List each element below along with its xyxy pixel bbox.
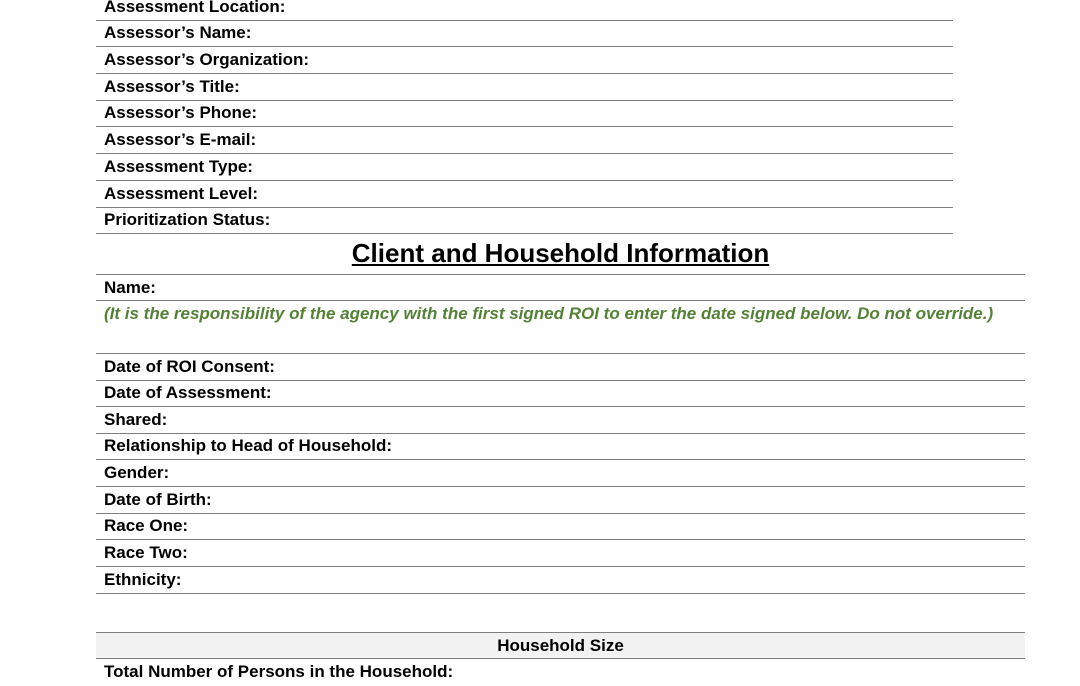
assessment-type-label: Assessment Type:	[96, 154, 953, 181]
assessor-email-label: Assessor’s E-mail:	[96, 127, 953, 154]
client-household-heading: Client and Household Information	[351, 238, 770, 268]
date-of-birth-label: Date of Birth:	[96, 487, 1025, 514]
assessor-phone-label: Assessor’s Phone:	[96, 100, 953, 127]
prioritization-status-label: Prioritization Status:	[96, 207, 953, 234]
ethnicity-label: Ethnicity:	[96, 567, 1025, 594]
assessor-organization-label: Assessor’s Organization:	[96, 47, 953, 74]
gender-label: Gender:	[96, 460, 1025, 487]
assessor-name-label: Assessor’s Name:	[96, 20, 953, 47]
race-one-label: Race One:	[96, 513, 1025, 540]
client-name-label: Name:	[96, 274, 1025, 301]
race-two-label: Race Two:	[96, 540, 1025, 567]
household-size-header: Household Size	[96, 632, 1025, 659]
assessor-title-label: Assessor’s Title:	[96, 74, 953, 101]
assessment-date-label: Date of Assessment:	[96, 380, 1025, 407]
roi-consent-date-label: Date of ROI Consent:	[96, 354, 1025, 381]
total-persons-label: Total Number of Persons in the Household:	[104, 662, 454, 681]
assessment-level-label: Assessment Level:	[96, 181, 953, 208]
roi-instruction-note: (It is the responsibility of the agency with the first signed ROI to enter the date signed below. Do not override.)	[96, 301, 1025, 354]
assessment-location-label: Assessment Location:	[96, 0, 953, 21]
relationship-hoh-label: Relationship to Head of Household:	[96, 433, 1025, 460]
shared-label: Shared:	[96, 407, 1025, 434]
